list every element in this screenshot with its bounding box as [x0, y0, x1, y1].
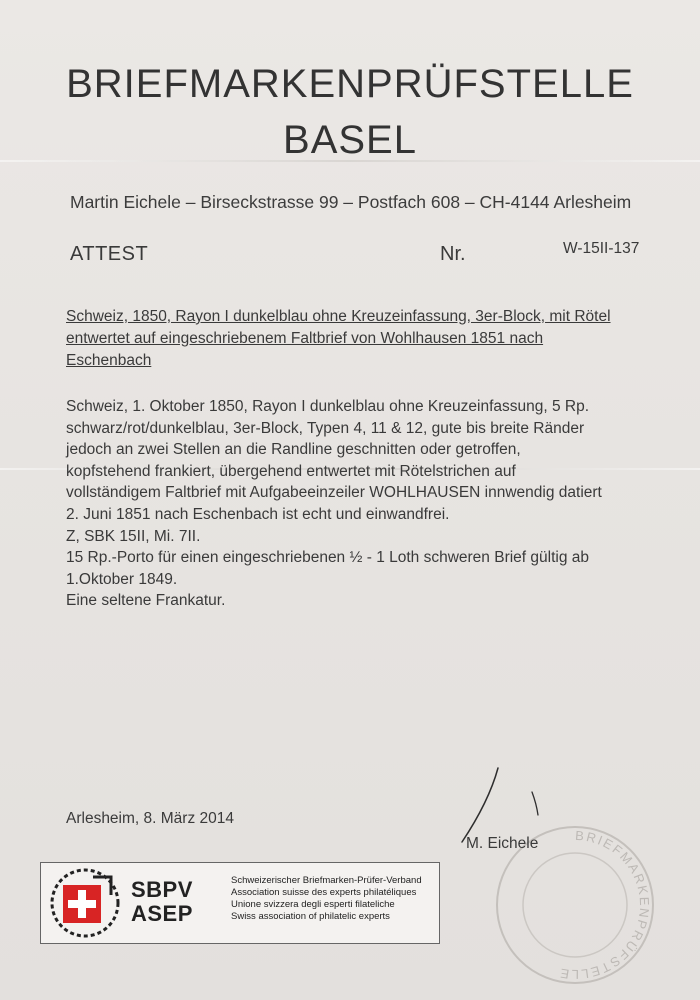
svg-text:BRIEFMARKENPRÜFSTELLE: BRIEFMARKENPRÜFSTELLE: [557, 827, 653, 983]
certificate-number: W-15II-137: [563, 240, 640, 257]
body-line: 2. Juni 1851 nach Eschenbach ist echt und einwandfrei.: [66, 505, 450, 523]
subject-heading: [66, 306, 646, 372]
body-line: 1.Oktober 1849.: [66, 570, 178, 588]
address-line: Martin Eichele – Birseckstrasse 99 – Postfach 608 – CH-4144 Arlesheim: [70, 192, 632, 212]
subject-line: entwertet auf eingeschriebenem Faltbrief von Wohlhausen 1851 nach: [66, 330, 544, 347]
body-line: schwarz/rot/dunkelblau, 3er-Block, Typen 4, 11 & 12, gute bis breite Ränder: [66, 419, 585, 437]
signer-name: M. Eichele: [466, 835, 539, 852]
body-line: Z, SBK 15II, Mi. 7II.: [66, 527, 201, 545]
institution-city: BASEL: [283, 118, 417, 162]
logo-abbreviation-fr: ASEP: [131, 901, 193, 926]
association-name: Schweizerischer Briefmarken-Prüfer-Verband: [231, 875, 422, 886]
place-and-date: Arlesheim, 8. März 2014: [66, 810, 234, 827]
body-line: 15 Rp.-Porto für einen eingeschriebenen ½ - 1 Loth schweren Brief gültig ab: [66, 549, 590, 567]
body-line: Schweiz, 1. Oktober 1850, Rayon I dunkelblau ohne Kreuzeinfassung, 5 Rp.: [66, 398, 590, 415]
number-label: Nr.: [440, 243, 466, 265]
body-line: vollständigem Faltbrief mit Aufgabeeinzeiler WOHLHAUSEN innwendig datiert: [66, 484, 602, 502]
attest-label: ATTEST: [70, 243, 149, 265]
association-names: [231, 875, 422, 923]
association-name: Unione svizzera degli esperti filateliche: [231, 899, 395, 910]
logo-abbreviation-de: SBPV: [131, 877, 193, 902]
body-line: Eine seltene Frankatur.: [66, 592, 226, 610]
institution-title: BRIEFMARKENPRÜFSTELLE: [66, 62, 634, 106]
subject-line: Eschenbach: [66, 352, 152, 369]
body-line: kopfstehend frankiert, übergehend entwertet mit Rötelstrichen auf: [66, 462, 516, 480]
association-logo: [40, 862, 440, 944]
subject-line: Schweiz, 1850, Rayon I dunkelblau ohne Kreuzeinfassung, 3er-Block, mit Rötel: [66, 308, 611, 325]
perforated-stamp-icon: [49, 867, 121, 939]
certificate-body: [66, 396, 666, 612]
body-line: jedoch an zwei Stellen an die Randline geschnitten oder getroffen,: [66, 441, 521, 459]
association-name: Swiss association of philatelic experts: [231, 911, 390, 922]
association-name: Association suisse des experts philatéliques: [231, 887, 417, 898]
